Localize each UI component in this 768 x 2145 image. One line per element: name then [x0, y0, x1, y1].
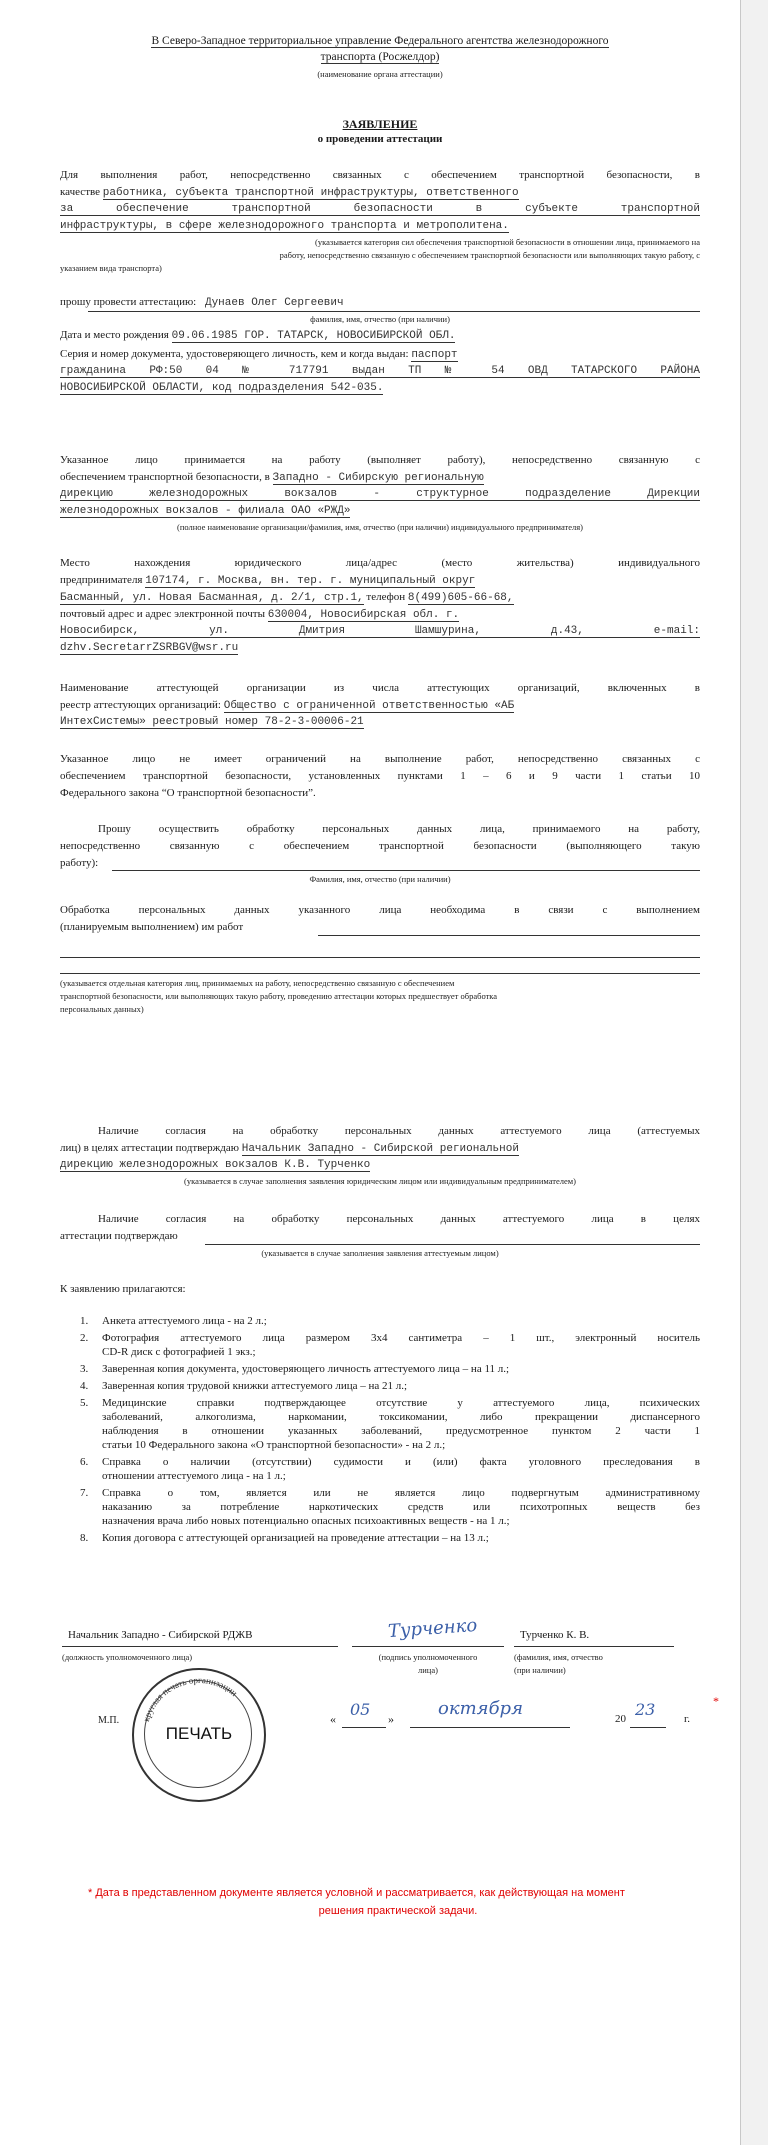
legal-address-1: 107174, г. Москва, вн. тер. г. муниципальный округ — [145, 575, 476, 587]
category-caption-1: (указывается категория сил обеспечения транспортной безопасности в отношении лица, принимаемого на — [315, 237, 700, 247]
attachment-text: отношении аттестуемого лица - на 1 л.; — [102, 1470, 286, 1482]
attachment-item — [80, 1379, 700, 1393]
attachment-text: Анкета аттестуемого лица - на 2 л.; — [102, 1315, 267, 1327]
attachment-number: 6. — [80, 1456, 89, 1468]
signer-name: Турченко К. В. — [520, 1629, 590, 1641]
employer-value-3: железнодорожных вокзалов - филиала ОАО «РЖД» — [60, 505, 351, 517]
attesting-org-value-1: Общество с ограниченной ответственностью «АБ — [223, 700, 515, 712]
attachment-text: Фотография аттестуемого лица размером 3х4 сантиметра – 1 шт., электронный носитель — [102, 1332, 700, 1344]
signer-position: Начальник Западно - Сибирской РДЖВ — [68, 1629, 253, 1641]
identity-doc-label: Серия и номер документа, удостоверяющего личность, кем и когда выдан: — [60, 348, 409, 360]
restrictions-line-2: обеспечением транспортной безопасности, установленных пунктами 1 – 6 и 9 части 1 статьи 10 — [60, 770, 700, 782]
postal-address-2: Новосибирск, ул. Дмитрия Шамшурина, д.43, e-mail: — [60, 625, 700, 637]
applicant-name-caption: фамилия, имя, отчество (при наличии) — [310, 314, 450, 324]
attachment-text: статьи 10 Федерального закона «О транспортной безопасности» - на 2 л.; — [102, 1439, 446, 1451]
attachment-number: 8. — [80, 1532, 89, 1544]
attachment-item — [80, 1486, 700, 1528]
consent-self-line-2: аттестации подтверждаю — [60, 1230, 178, 1242]
pd-reason-caption-3: персональных данных) — [60, 1004, 144, 1014]
address-prefix: предпринимателя — [60, 574, 143, 586]
pd-request-line-2: непосредственно связанную с обеспечением транспортной безопасности (выполняющего такую — [60, 840, 700, 852]
pd-reason-caption-2: транспортной безопасности, или выполняющих такую работу, проведению аттестации которых предшествует обработка — [60, 991, 498, 1001]
authority-line-1: В Северо-Западное территориальное управление Федерального агентства железнодорожного — [151, 35, 609, 47]
attachment-item — [80, 1455, 700, 1483]
consent-employer-value-2: дирекцию железнодорожных вокзалов К.В. Турченко — [60, 1159, 371, 1171]
identity-doc-value-3: НОВОСИБИРСКОЙ ОБЛАСТИ, код подразделения 542-035. — [60, 382, 384, 394]
signature-caption-1: (подпись уполномоченного — [378, 1652, 478, 1662]
employer-value-2: дирекцию железнодорожных вокзалов - структурное подразделение Дирекции — [60, 488, 700, 500]
postal-label: почтовый адрес и адрес электронной почты — [60, 608, 265, 620]
date-year-unit: г. — [684, 1713, 691, 1725]
svg-text:круглая печать организации: круглая печать организации — [140, 1674, 240, 1723]
category-value-line-3: инфраструктуры, в сфере железнодорожного транспорта и метрополитена. — [60, 220, 509, 232]
consent-self-line-1: Наличие согласия на обработку персональных данных аттестуемого лица в целях — [98, 1213, 700, 1225]
attachment-text: Медицинские справки подтверждающее отсутствие у аттестуемого лица, психических — [102, 1397, 700, 1409]
authority-caption: (наименование органа аттестации) — [317, 69, 443, 79]
attachment-item — [80, 1396, 700, 1452]
birth-label: Дата и место рождения — [60, 329, 169, 341]
attachment-item — [80, 1314, 700, 1328]
date-month: октября — [438, 1698, 523, 1719]
identity-doc-value-1: паспорт — [411, 349, 458, 361]
attachments-heading: К заявлению прилагаются: — [60, 1283, 186, 1295]
attachment-text: заболеваний, алкоголизма, наркомании, токсикомании, либо прекращении диспансерного — [102, 1411, 700, 1423]
address-intro: Место нахождения юридического лица/адрес (место жительства) индивидуального — [60, 557, 700, 569]
attachment-item — [80, 1362, 700, 1376]
category-value-line-1: работника, субъекта транспортной инфраструктуры, ответственного — [102, 187, 519, 199]
seal-place-label: М.П. — [98, 1715, 120, 1726]
attachment-number: 5. — [80, 1397, 89, 1409]
category-caption-3: указанием вида транспорта) — [60, 263, 162, 273]
attachment-number: 1. — [80, 1315, 89, 1327]
category-caption-2: работу, непосредственно связанную с обеспечением транспортной безопасности или выполняющих такую работу, с — [279, 250, 700, 260]
pd-reason-line-1: Обработка персональных данных указанного лица необходима в связи с выполнением — [60, 904, 700, 916]
legal-address-2: Басманный, ул. Новая Басманная, д. 2/1, стр.1, — [60, 592, 364, 604]
date-quote-close: » — [388, 1712, 394, 1726]
attachment-item — [80, 1531, 700, 1545]
date-day: 05 — [350, 1700, 371, 1719]
attachment-text: наблюдения в отношении указанных заболеваний, предусмотренное пунктом 2 части 1 — [102, 1425, 700, 1437]
document-title: ЗАЯВЛЕНИЕ — [342, 117, 418, 131]
document-subtitle: о проведении аттестации — [317, 133, 443, 145]
attachment-number: 4. — [80, 1380, 89, 1392]
restrictions-line-1: Указанное лицо не имеет ограничений на выполнение работ, непосредственно связанных с — [60, 753, 700, 765]
handwritten-signature: Турченко — [387, 1614, 478, 1643]
attachment-text: Заверенная копия документа, удостоверяющего личность аттестуемого лица – на 11 л.; — [102, 1363, 510, 1375]
attachment-text: Справка о том, является или не является лицо подвергнутым административному — [102, 1487, 700, 1499]
date-quote-open: « — [330, 1712, 336, 1726]
applicant-name: Дунаев Олег Сергеевич — [204, 297, 344, 309]
attachment-text: Справка о наличии (отсутствии) судимости и (или) факта уголовного преследования в — [102, 1456, 700, 1468]
attachment-number: 2. — [80, 1332, 89, 1344]
pd-request-line-1: Прошу осуществить обработку персональных данных лица, принимаемого на работу, — [98, 823, 700, 835]
employer-value-1: Западно - Сибирскую региональную — [272, 472, 484, 484]
pd-request-line-3: работу): — [60, 857, 99, 869]
employer-prefix: обеспечением транспортной безопасности, в — [60, 471, 270, 483]
signer-name-caption-2: (при наличии) — [514, 1665, 566, 1675]
attachment-text: Заверенная копия трудовой книжки аттестуемого лица – на 21 л.; — [102, 1380, 408, 1392]
organization-stamp — [132, 1668, 266, 1802]
attachment-number: 3. — [80, 1363, 89, 1375]
consent-employer-line-1: Наличие согласия на обработку персональных данных аттестуемого лица (аттестуемых — [98, 1125, 700, 1137]
restrictions-line-3: Федерального закона “О транспортной безопасности”. — [60, 787, 316, 799]
signer-position-caption: (должность уполномоченного лица) — [62, 1652, 193, 1662]
attesting-org-prefix: реестр аттестующих организаций: — [60, 699, 221, 711]
birth-value: 09.06.1985 ГОР. ТАТАРСК, НОВОСИБИРСКОЙ ОБЛ. — [171, 330, 456, 342]
attachment-text: наказанию за потребление наркотических средств или психотропных веществ без — [102, 1501, 700, 1513]
email-value: dzhv.SecretarrZSRBGV@wsr.ru — [60, 642, 239, 654]
page-edge — [740, 0, 768, 2145]
category-intro: Для выполнения работ, непосредственно связанных с обеспечением транспортной безопасности, в — [60, 169, 700, 181]
phone-value: 8(499)605-66-68, — [407, 592, 514, 604]
footnote-line-2: решения практической задачи. — [318, 1905, 478, 1917]
stamp-label: ПЕЧАТЬ — [165, 1724, 233, 1743]
attachment-number: 7. — [80, 1487, 89, 1499]
signature-caption-2: лица) — [418, 1665, 438, 1675]
authority-line-2: транспорта (Росжелдор) — [320, 51, 440, 63]
date-year-prefix: 20 — [615, 1713, 626, 1725]
pd-request-caption: Фамилия, имя, отчество (при наличии) — [309, 874, 451, 884]
request-prefix: прошу провести аттестацию: — [60, 296, 197, 308]
attachment-text: CD-R диск с фотографией 1 экз.; — [102, 1346, 256, 1358]
consent-employer-value-1: Начальник Западно - Сибирской региональной — [241, 1143, 519, 1155]
consent-employer-prefix: лиц) в целях аттестации подтверждаю — [60, 1142, 239, 1154]
postal-address-1: 630004, Новосибирская обл. г. — [267, 609, 460, 621]
signer-name-caption-1: (фамилия, имя, отчество — [514, 1652, 603, 1662]
consent-employer-caption: (указывается в случае заполнения заявления юридическим лицом или индивидуальным предпринимателем) — [183, 1176, 576, 1186]
footnote-line-1: * Дата в представленном документе является условной и рассматривается, как действующая на момент — [88, 1887, 625, 1899]
date-asterisk: * — [713, 1694, 719, 1708]
attesting-org-intro: Наименование аттестующей организации из числа аттестующих организаций, включенных в — [60, 682, 700, 694]
date-year-suffix: 23 — [635, 1700, 656, 1719]
category-prefix: качестве — [60, 186, 101, 198]
phone-label: телефон — [366, 591, 406, 603]
attesting-org-value-2: ИнтехСистемы» реестровый номер 78-2-3-00006-21 — [60, 716, 364, 728]
pd-reason-line-2: (планируемым выполнением) им работ — [60, 921, 244, 933]
consent-self-caption: (указывается в случае заполнения заявления аттестуемым лицом) — [261, 1248, 499, 1258]
employer-intro: Указанное лицо принимается на работу (выполняет работу), непосредственно связанную с — [60, 454, 700, 466]
attachment-text: назначения врача либо новых потенциально опасных психоактивных веществ - на 1 л.; — [102, 1515, 510, 1527]
employer-caption: (полное наименование организации/фамилия, имя, отчество (при наличии) индивидуального предпринимателя) — [176, 522, 584, 532]
category-value-line-2: за обеспечение транспортной безопасности в субъекте транспортной — [60, 203, 700, 215]
identity-doc-value-2: гражданина РФ:50 04 № 717791 выдан ТП № 54 ОВД ТАТАРСКОГО РАЙОНА — [60, 365, 700, 377]
attachment-item — [80, 1331, 700, 1359]
pd-reason-caption-1: (указывается отдельная категория лиц, принимаемых на работу, непосредственно связанную с обеспечением — [60, 978, 455, 988]
attachment-text: Копия договора с аттестующей организацией на проведение аттестации – на 13 л.; — [102, 1532, 489, 1544]
